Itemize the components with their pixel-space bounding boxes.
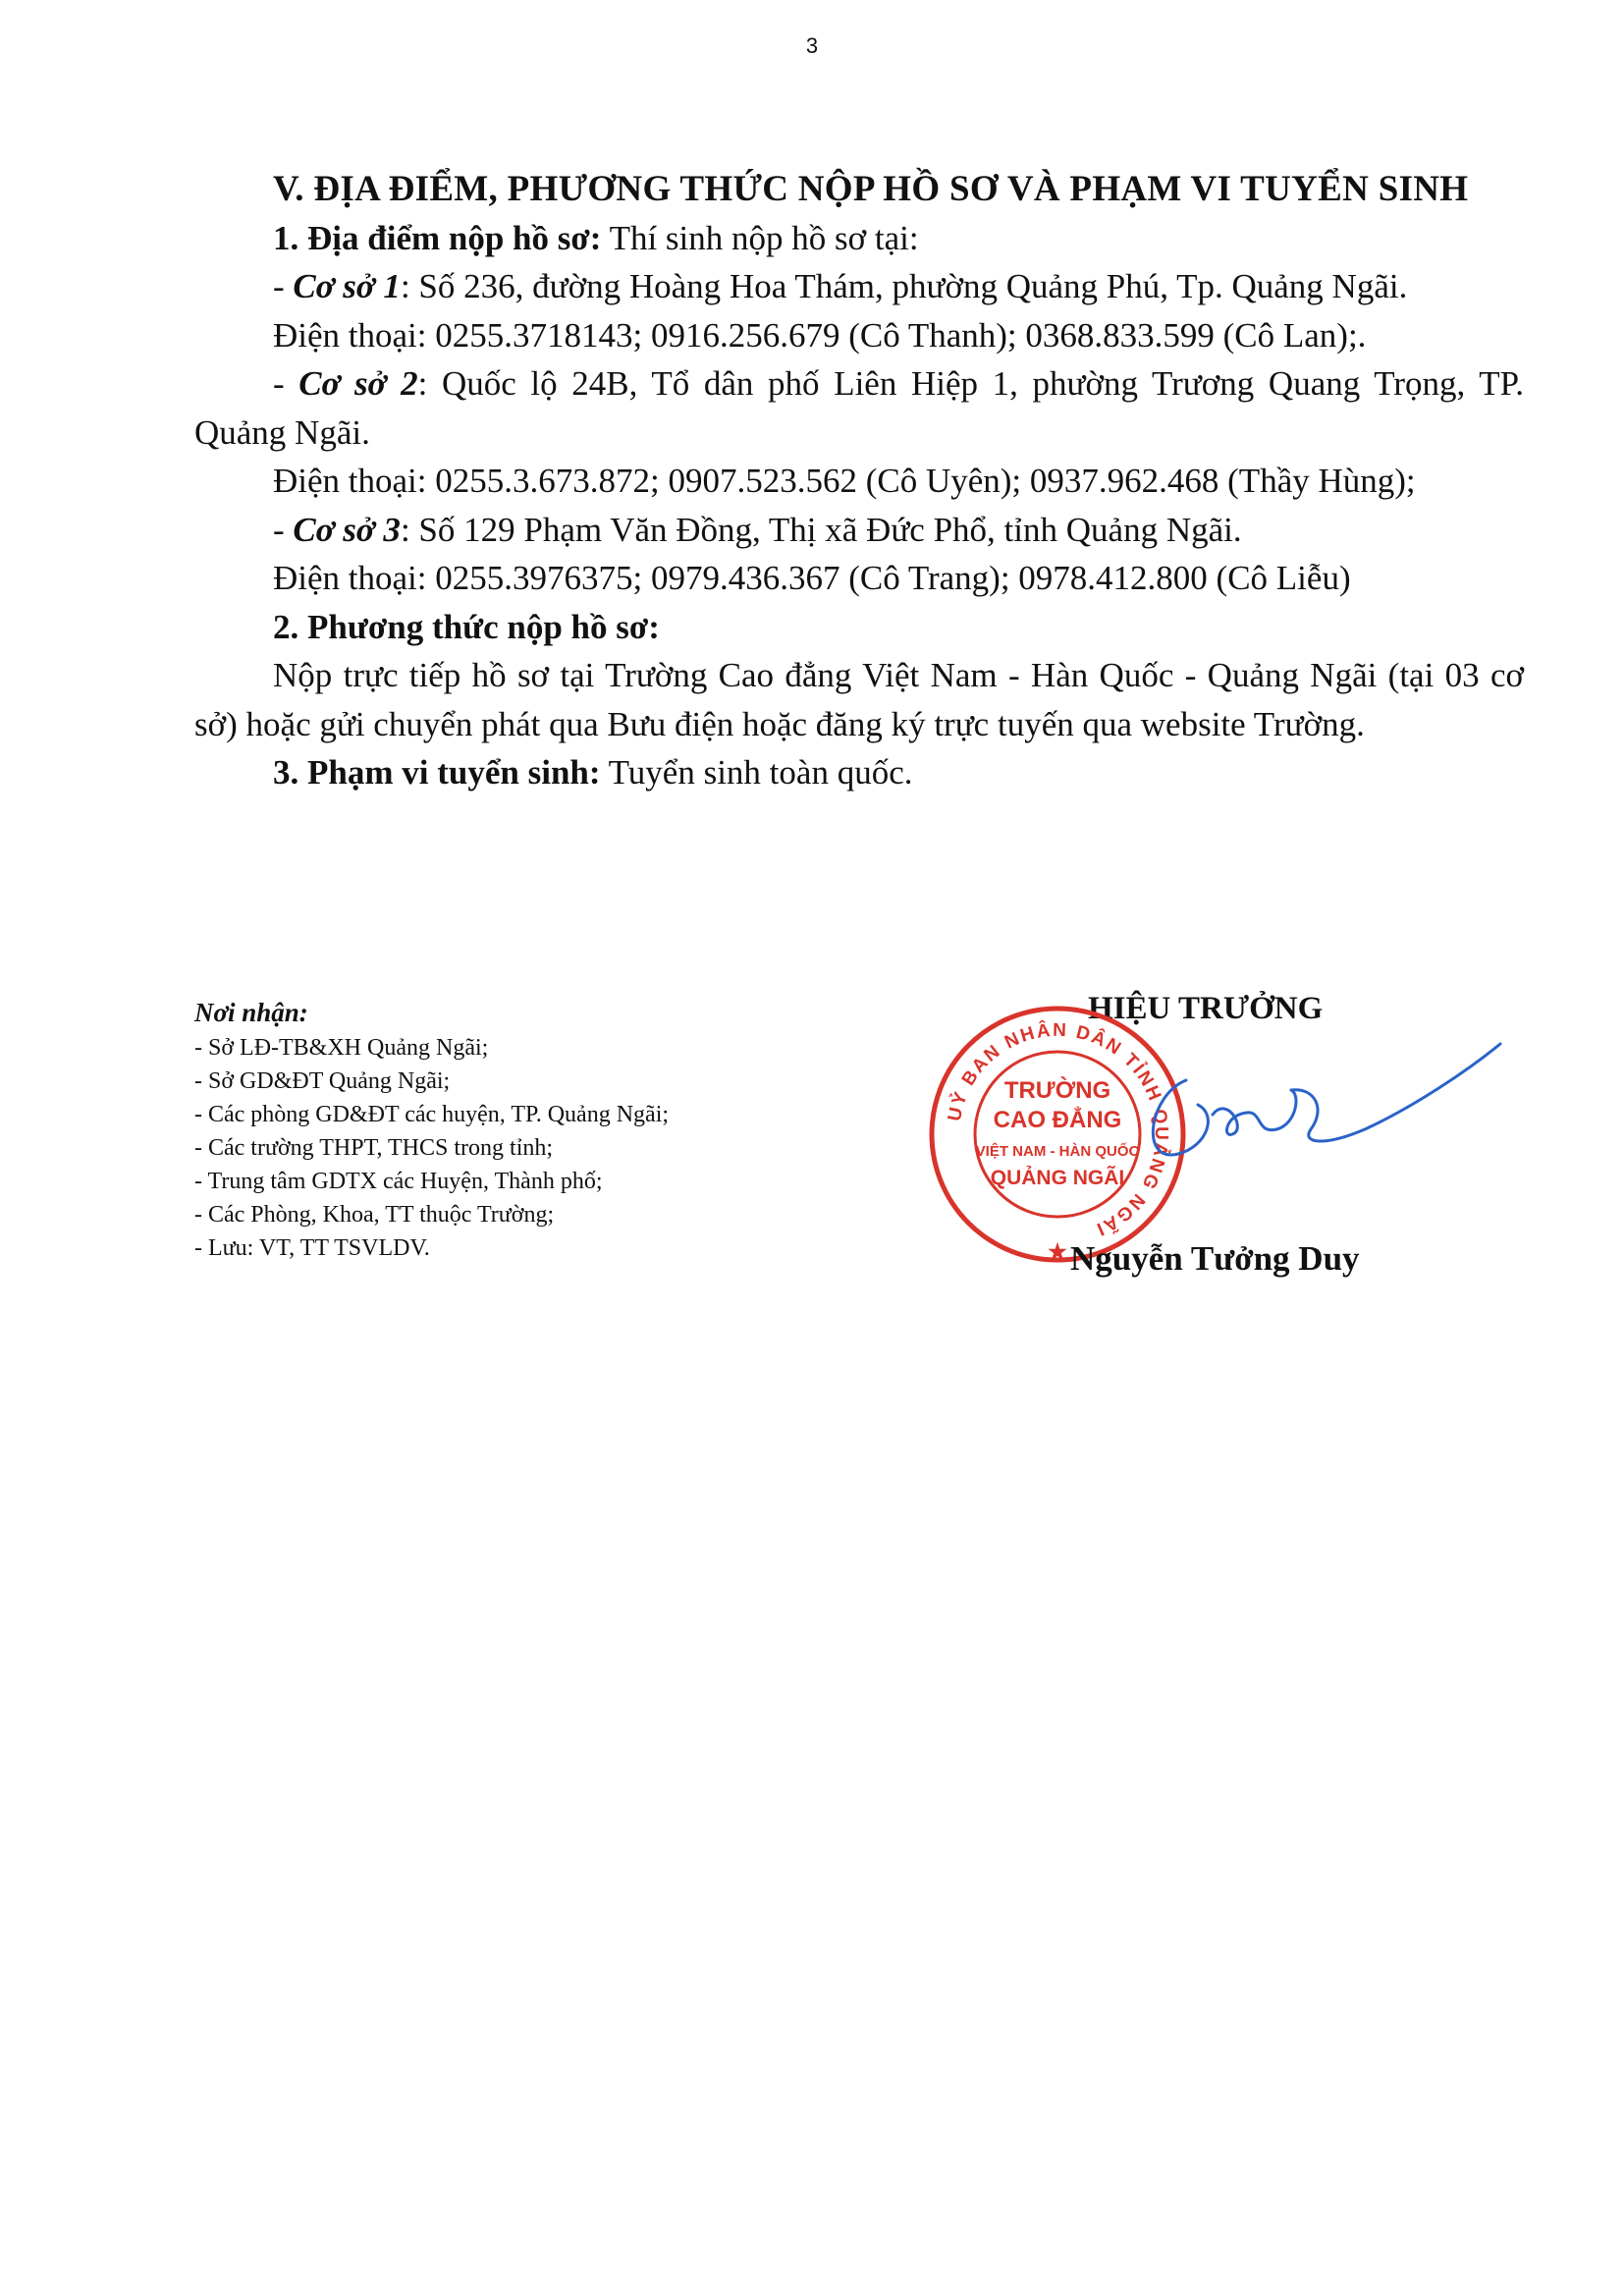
recipient-item: - Các phòng GD&ĐT các huyện, TP. Quảng Ngãi; [194, 1102, 670, 1127]
seal-line-3: VIỆT NAM - HÀN QUỐC [975, 1143, 1140, 1160]
scope-label: 3. Phạm vi tuyển sinh: [273, 753, 601, 792]
seal-line-2: CAO ĐẲNG [993, 1107, 1122, 1133]
recipient-item: - Trung tâm GDTX các Huyện, Thành phố; [194, 1169, 603, 1194]
seal-line-4: QUẢNG NGÃI [990, 1167, 1125, 1189]
campus-1-name: Cơ sở 1 [293, 267, 401, 305]
seal-line-1: TRƯỜNG [1003, 1077, 1111, 1104]
recipient-item: - Các trường THPT, THCS trong tỉnh; [194, 1135, 554, 1161]
campus-3-address-text: : Số 129 Phạm Văn Đồng, Thị xã Đức Phổ, tỉnh Quảng Ngãi. [400, 510, 1242, 549]
scope-paragraph [194, 748, 1524, 797]
method-text: Nộp trực tiếp hồ sơ tại Trường Cao đẳng Việt Nam - Hàn Quốc - Quảng Ngãi (tại 03 cơ sở) hoặc gửi chuyển phát qua Bưu điện hoặc đăng ký trực tuyến qua website Trường. [194, 656, 1524, 743]
campus-bullet: - [273, 510, 294, 549]
campus-1-address-text: : Số 236, đường Hoàng Hoa Thám, phường Quảng Phú, Tp. Quảng Ngãi. [400, 267, 1408, 305]
signer-name: Nguyễn Tưởng Duy [1070, 1239, 1360, 1278]
campus-1-address [194, 262, 1524, 311]
handwritten-signature [1129, 1036, 1517, 1193]
campus-bullet: - [273, 364, 299, 403]
method-heading [194, 603, 1524, 652]
document-body [194, 165, 1524, 797]
recipient-item: - Sở LĐ-TB&XH Quảng Ngãi; [194, 1035, 489, 1061]
method-label: 2. Phương thức nộp hồ sơ: [273, 607, 660, 646]
location-text: Thí sinh nộp hồ sơ tại: [609, 218, 919, 257]
seal-ring-text: UỶ BAN NHÂN DÂN TỈNH QUẢNG NGÃI [944, 1019, 1172, 1240]
seal-star-icon: ★ [1048, 1239, 1067, 1264]
location-label: 1. Địa điểm nộp hồ sơ: [273, 218, 602, 257]
recipients-block [194, 994, 882, 1265]
campus-bullet: - [273, 267, 294, 305]
recipient-item: - Lưu: VT, TT TSVLDV. [194, 1235, 430, 1261]
campus-3-address [194, 506, 1524, 555]
campus-3-phone: Điện thoại: 0255.3976375; 0979.436.367 (Cô Trang); 0978.412.800 (Cô Liễu) [273, 559, 1351, 597]
recipient-item: - Sở GD&ĐT Quảng Ngãi; [194, 1068, 451, 1094]
section-heading: V. ĐỊA ĐIỂM, PHƯƠNG THỨC NỘP HỒ SƠ VÀ PHẠM VI TUYỂN SINH [273, 169, 1469, 209]
location-paragraph [194, 214, 1524, 263]
recipients-title: Nơi nhận: [194, 998, 308, 1027]
campus-2-name: Cơ sở 2 [298, 364, 418, 403]
recipient-item: - Các Phòng, Khoa, TT thuộc Trường; [194, 1202, 555, 1228]
campus-2-phone: Điện thoại: 0255.3.673.872; 0907.523.562 (Cô Uyên); 0937.962.468 (Thầy Hùng); [273, 462, 1416, 500]
campus-2-address [194, 359, 1524, 457]
signer-title: HIỆU TRƯỞNG [1088, 991, 1324, 1026]
scope-text: Tuyển sinh toàn quốc. [608, 753, 913, 792]
campus-1-phone: Điện thoại: 0255.3718143; 0916.256.679 (Cô Thanh); 0368.833.599 (Cô Lan);. [273, 315, 1367, 355]
campus-3-name: Cơ sở 3 [293, 510, 401, 549]
page-number: 3 [805, 33, 819, 58]
campus-2-address-text: : Quốc lộ 24B, Tổ dân phố Liên Hiệp 1, phường Trương Quang Trọng, TP. Quảng Ngãi. [194, 364, 1525, 452]
